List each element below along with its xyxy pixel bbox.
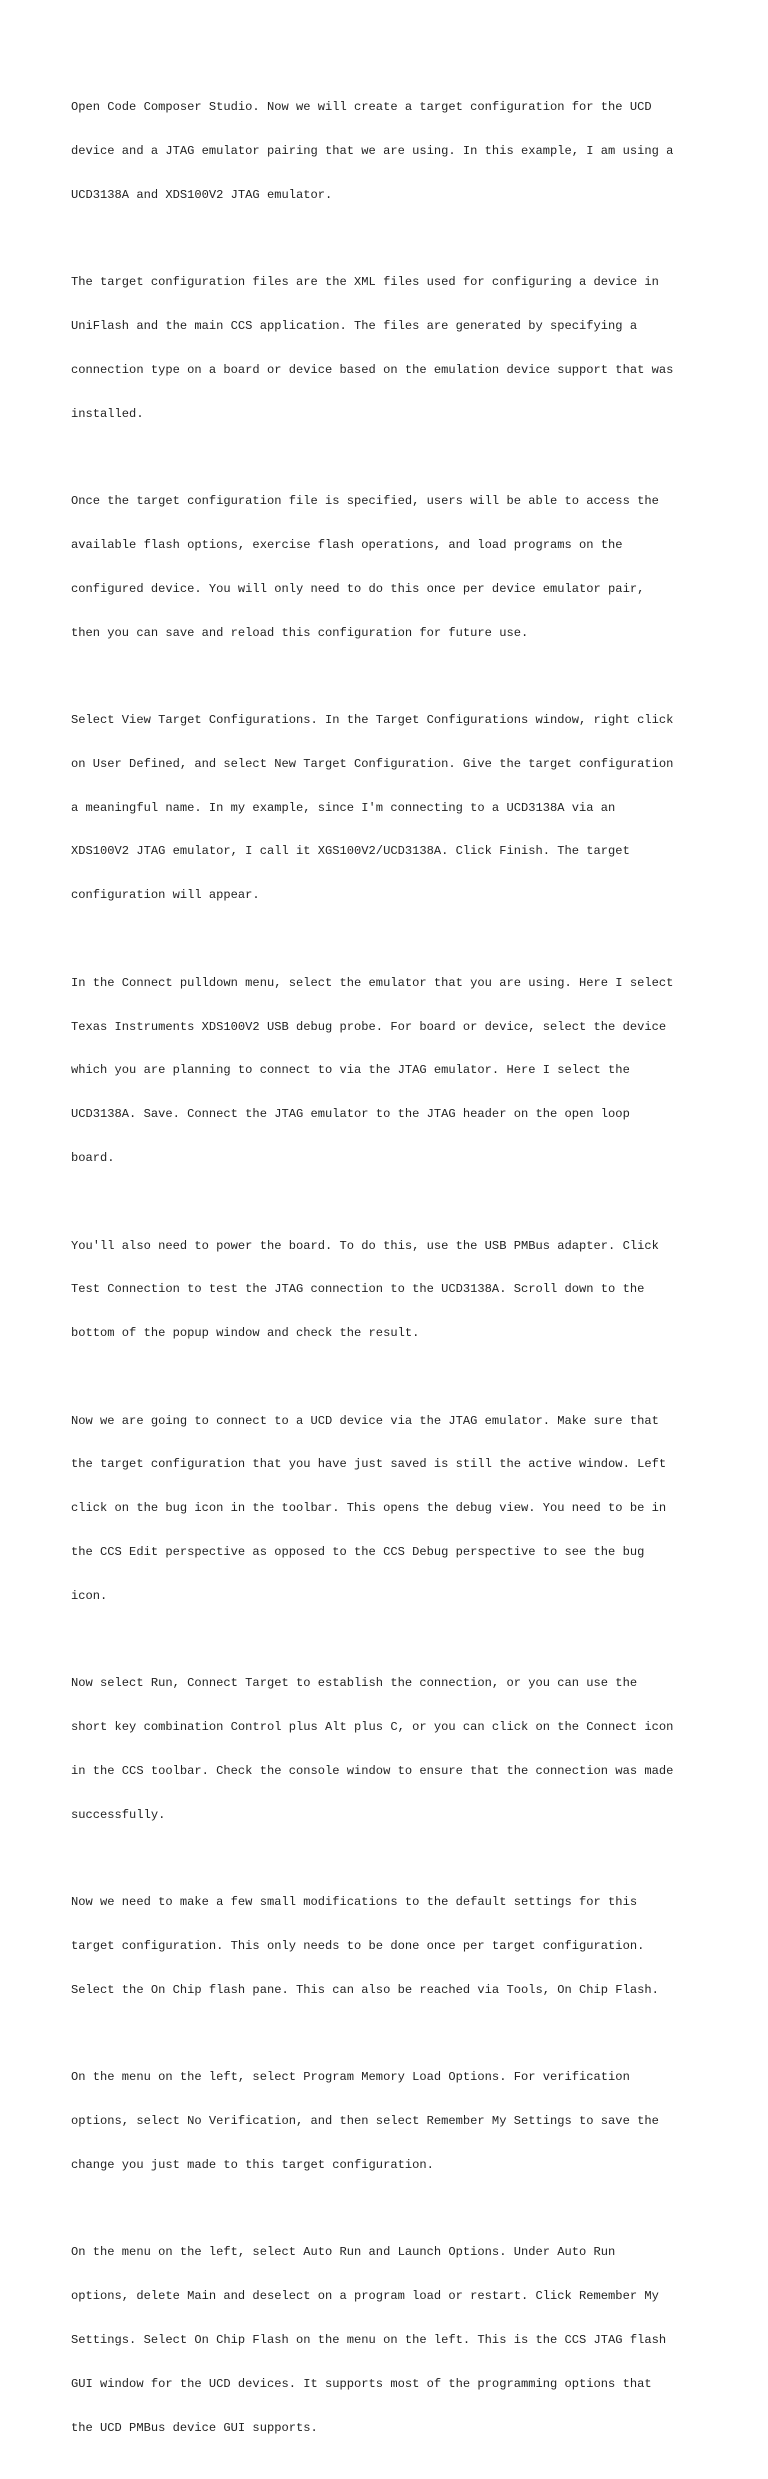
text-line: on User Defined, and select New Target Configuration. Give the target configuration	[71, 756, 674, 771]
text-line: successfully.	[71, 1807, 166, 1822]
paragraph-run-connect	[71, 1647, 711, 1851]
text-line: board.	[71, 1150, 115, 1165]
text-line: which you are planning to connect to via the JTAG emulator. Here I select the	[71, 1063, 630, 1078]
text-line: bottom of the popup window and check the result.	[71, 1326, 420, 1341]
text-line: configured device. You will only need to do this once per device emulator pair,	[71, 581, 645, 596]
text-line: You'll also need to power the board. To do this, use the USB PMBus adapter. Click	[71, 1238, 659, 1253]
text-line: change you just made to this target configuration.	[71, 2157, 434, 2172]
paragraph-power-board	[71, 1209, 711, 1370]
text-line: connection type on a board or device based on the emulation device support that was	[71, 362, 674, 377]
paragraph-target-config-files	[71, 246, 711, 450]
text-line: On the menu on the left, select Auto Run and Launch Options. Under Auto Run	[71, 2245, 616, 2260]
text-line: the UCD PMBus device GUI supports.	[71, 2420, 318, 2435]
text-line: Settings. Select On Chip Flash on the menu on the left. This is the CCS JTAG flash	[71, 2333, 667, 2348]
paragraph-connect-pulldown	[71, 947, 711, 1195]
text-line: short key combination Control plus Alt plus C, or you can click on the Connect icon	[71, 1720, 674, 1735]
paragraph-modifications	[71, 1866, 711, 2027]
paragraph-auto-run	[71, 2216, 711, 2464]
text-line: The target configuration files are the XML files used for configuring a device in	[71, 275, 659, 290]
text-line: the CCS Edit perspective as opposed to the CCS Debug perspective to see the bug	[71, 1544, 645, 1559]
paragraph-connect-ucd	[71, 1384, 711, 1632]
text-line: Test Connection to test the JTAG connection to the UCD3138A. Scroll down to the	[71, 1282, 645, 1297]
text-line: in the CCS toolbar. Check the console window to ensure that the connection was made	[71, 1763, 674, 1778]
text-line: icon.	[71, 1588, 108, 1603]
text-line: UniFlash and the main CCS application. The files are generated by specifying a	[71, 319, 638, 334]
text-line: the target configuration that you have just saved is still the active window. Left	[71, 1457, 667, 1472]
text-line: In the Connect pulldown menu, select the emulator that you are using. Here I select	[71, 975, 674, 990]
text-line: click on the bug icon in the toolbar. This opens the debug view. You need to be in	[71, 1501, 667, 1516]
text-line: then you can save and reload this configuration for future use.	[71, 625, 529, 640]
text-line: configuration will appear.	[71, 888, 260, 903]
paragraph-once-specified	[71, 465, 711, 669]
text-line: Now we need to make a few small modifications to the default settings for this	[71, 1895, 638, 1910]
text-line: options, select No Verification, and then select Remember My Settings to save the	[71, 2114, 659, 2129]
text-line: On the menu on the left, select Program Memory Load Options. For verification	[71, 2070, 630, 2085]
text-line: options, delete Main and deselect on a program load or restart. Click Remember My	[71, 2289, 659, 2304]
text-line: Once the target configuration file is specified, users will be able to access the	[71, 494, 659, 509]
text-line: installed.	[71, 406, 144, 421]
paragraph-open-ccs	[71, 71, 711, 232]
text-line: XDS100V2 JTAG emulator, I call it XGS100V2/UCD3138A. Click Finish. The target	[71, 844, 630, 859]
text-line: UCD3138A and XDS100V2 JTAG emulator.	[71, 187, 333, 202]
text-line: Now select Run, Connect Target to establish the connection, or you can use the	[71, 1676, 638, 1691]
paragraph-select-view	[71, 684, 711, 932]
paragraph-program-memory	[71, 2041, 711, 2202]
text-line: Select the On Chip flash pane. This can also be reached via Tools, On Chip Flash.	[71, 1982, 659, 1997]
text-line: Open Code Composer Studio. Now we will create a target configuration for the UCD	[71, 100, 652, 115]
text-line: Now we are going to connect to a UCD device via the JTAG emulator. Make sure that	[71, 1413, 659, 1428]
text-line: target configuration. This only needs to be done once per target configuration.	[71, 1939, 645, 1953]
document-page	[71, 71, 711, 2479]
text-line: UCD3138A. Save. Connect the JTAG emulator to the JTAG header on the open loop	[71, 1107, 630, 1122]
text-line: a meaningful name. In my example, since I'm connecting to a UCD3138A via an	[71, 800, 616, 815]
text-line: Texas Instruments XDS100V2 USB debug probe. For board or device, select the device	[71, 1019, 667, 1034]
text-line: GUI window for the UCD devices. It supports most of the programming options that	[71, 2376, 652, 2391]
text-line: device and a JTAG emulator pairing that we are using. In this example, I am using a	[71, 143, 674, 158]
text-line: available flash options, exercise flash operations, and load programs on the	[71, 538, 623, 552]
text-line: Select View Target Configurations. In the Target Configurations window, right click	[71, 713, 674, 728]
